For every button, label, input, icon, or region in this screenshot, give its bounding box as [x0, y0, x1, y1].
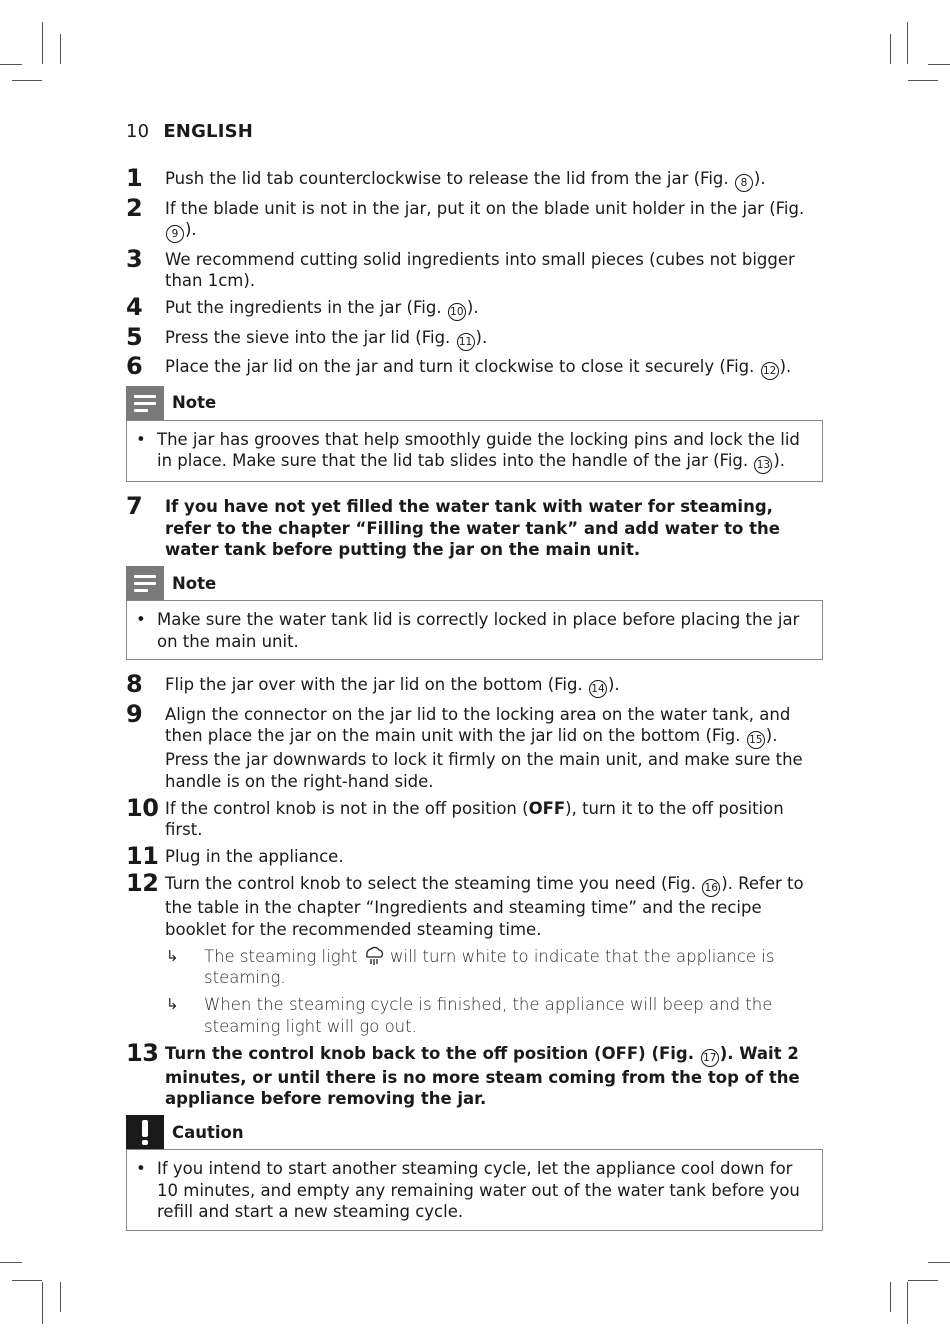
crop-mark — [12, 1280, 42, 1281]
steam-light-icon — [363, 946, 385, 966]
note-icon — [126, 566, 164, 600]
step-12: 12 Turn the control knob to select the steaming time you need (Fig. 16 ). Refer to the table in the chapter “Ingredients and steaming time” and the recipe booklet for the recommended steaming time. — [126, 869, 804, 939]
figure-reference: 14 — [589, 680, 607, 698]
step-6: 6 Place the jar lid on the jar and turn it clockwise to close it securely (Fig. 12 ). — [126, 352, 792, 380]
figure-reference: 17 — [701, 1049, 719, 1067]
crop-mark — [42, 22, 43, 64]
warning-icon — [126, 1115, 164, 1149]
step-10: 10 If the control knob is not in the off position (OFF), turn it to the off position first. — [126, 793, 784, 839]
caution-box: • If you intend to start another steaming cycle, let the appliance cool down for 10 minutes, and empty any remaining water out of the water tank before you refill and start a new steaming cycle. — [126, 1149, 823, 1231]
step-2: 2 If the blade unit is not in the jar, put it on the blade unit holder in the jar (Fig. 9 ). — [126, 198, 823, 244]
crop-mark — [907, 22, 908, 64]
step-8: 8 Flip the jar over with the jar lid on the bottom (Fig. 14 ). — [126, 670, 620, 698]
figure-reference: 13 — [754, 456, 772, 474]
step-3: 3 We recommend cutting solid ingredients into small pieces (cubes not bigger than 1cm). — [126, 244, 795, 290]
note-heading: Note — [126, 386, 823, 420]
crop-mark — [907, 1282, 908, 1324]
result-item: ↳ The steaming light will turn white to indicate that the appliance is steaming. — [166, 946, 775, 987]
step-9: 9 Align the connector on the jar lid to the locking area on the water tank, and then place the jar on the main unit with the jar lid on the bottom (Fig. 15 ). Press the jar downwards to lock it firmly on the main unit, and make sure the handle is on the right-hand side. — [126, 699, 803, 791]
crop-mark — [42, 1282, 43, 1324]
result-arrow-icon: ↳ — [166, 995, 179, 1013]
note-heading: Note — [126, 566, 823, 600]
note-box: • The jar has grooves that help smoothly guide the locking pins and lock the lid in place. Make sure that the lid tab slides into the handle of the jar (Fig. 13 ). — [126, 420, 823, 483]
crop-mark — [928, 1262, 950, 1263]
crop-mark — [0, 64, 22, 65]
page-header — [126, 121, 253, 142]
note-box: • Make sure the water tank lid is correctly locked in place before placing the jar on the main unit. — [126, 600, 823, 660]
crop-mark — [60, 34, 61, 64]
page-number: 10 — [126, 121, 150, 142]
crop-mark — [890, 34, 891, 64]
figure-reference: 12 — [761, 362, 779, 380]
step-13: 13 Turn the control knob back to the off position (OFF) (Fig. 17 ). Wait 2 minutes, or until there is no more steam coming from the top of the appliance before removing the jar. — [126, 1038, 800, 1108]
crop-mark — [908, 80, 938, 81]
figure-reference: 9 — [166, 225, 184, 243]
figure-reference: 11 — [457, 333, 475, 351]
figure-reference: 15 — [747, 731, 765, 749]
result-arrow-icon: ↳ — [166, 946, 179, 965]
crop-mark — [908, 1280, 938, 1281]
figure-reference: 16 — [702, 879, 720, 897]
step-5: 5 Press the sieve into the jar lid (Fig. 11 ). — [126, 322, 488, 351]
crop-mark — [0, 1262, 22, 1263]
crop-mark — [60, 1282, 61, 1312]
crop-mark — [928, 64, 950, 65]
figure-reference: 10 — [448, 303, 466, 321]
section-language: ENGLISH — [163, 121, 254, 142]
step-4: 4 Put the ingredients in the jar (Fig. 10 ). — [126, 293, 479, 321]
step-1: 1 Push the lid tab counterclockwise to release the lid from the jar (Fig. 8 ). — [126, 164, 766, 192]
crop-mark — [890, 1282, 891, 1312]
crop-mark — [12, 80, 42, 81]
figure-reference: 8 — [735, 174, 753, 192]
step-11: 11 Plug in the appliance. — [126, 842, 344, 870]
step-7: 7 If you have not yet filled the water tank with water for steaming, refer to the chapter “Filling the water tank” and add water to the water tank before putting the jar on the main unit. — [126, 492, 780, 559]
caution-heading: Caution — [126, 1115, 823, 1149]
result-item: ↳ When the steaming cycle is finished, the appliance will beep and the steaming light will go out. — [166, 995, 773, 1036]
instructions — [126, 164, 823, 1245]
note-icon — [126, 386, 164, 420]
